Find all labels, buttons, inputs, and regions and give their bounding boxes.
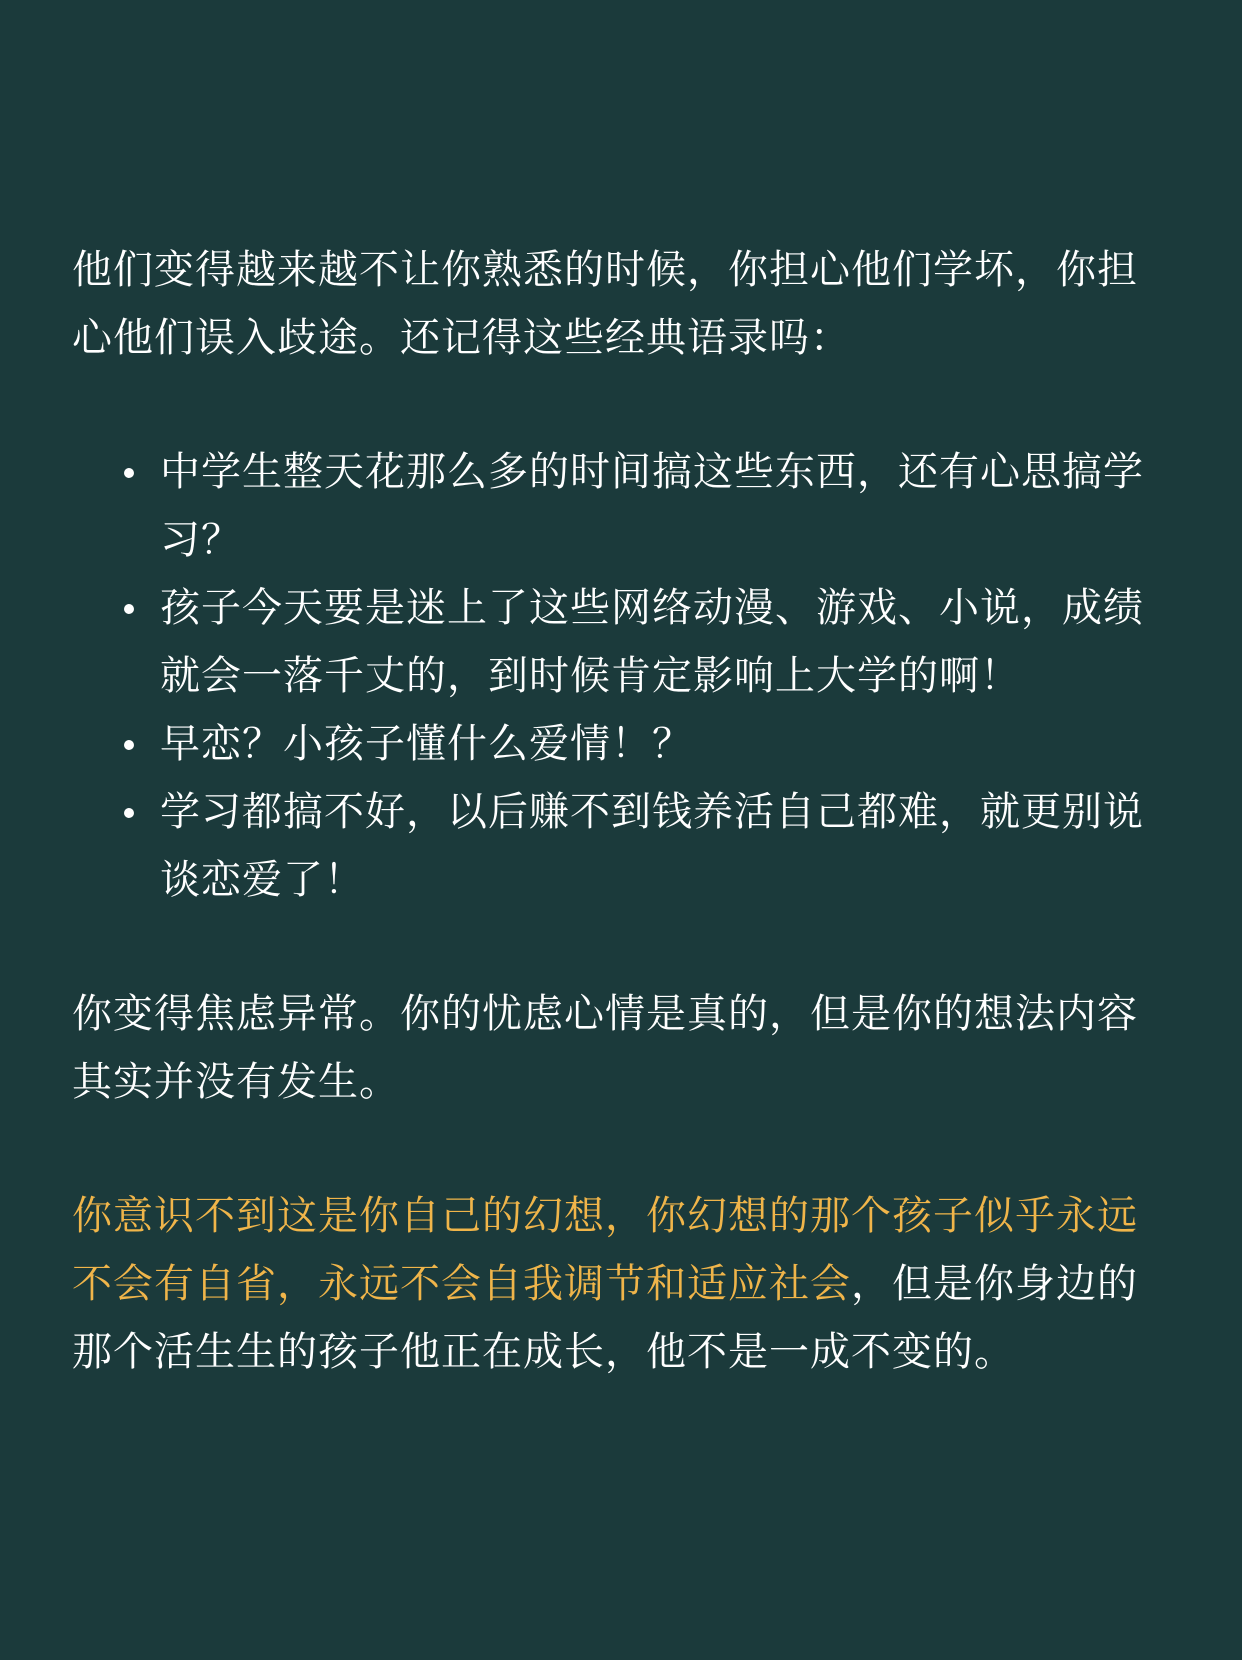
conclusion-paragraph — [72, 1182, 1172, 1386]
quote-list — [72, 438, 1172, 914]
conclusion-rest-text: ，但是你身边的那个活生生的孩子他正在成长，他不是一成不变的。 — [72, 1261, 1138, 1375]
bullet-icon — [124, 604, 134, 614]
bullet-icon — [124, 808, 134, 818]
quote-text: 中学生整天花那么多的时间搞这些东西，还有心思搞学习？ — [160, 449, 1144, 563]
list-item — [160, 438, 1172, 574]
list-item — [160, 574, 1172, 710]
quote-text: 孩子今天要是迷上了这些网络动漫、游戏、小说，成绩就会一落千丈的，到时候肯定影响上大学的啊！ — [160, 585, 1144, 699]
bullet-icon — [124, 468, 134, 478]
bullet-icon — [124, 740, 134, 750]
quote-text: 早恋？小孩子懂什么爱情！？ — [160, 721, 693, 767]
article-body — [72, 236, 1172, 1386]
list-item — [160, 778, 1172, 914]
list-item — [160, 710, 1172, 778]
intro-paragraph: 他们变得越来越不让你熟悉的时候，你担心他们学坏，你担心他们误入歧途。还记得这些经典语录吗： — [72, 247, 1138, 361]
anxiety-paragraph: 你变得焦虑异常。你的忧虑心情是真的，但是你的想法内容其实并没有发生。 — [72, 991, 1138, 1105]
quote-text: 学习都搞不好，以后赚不到钱养活自己都难，就更别说谈恋爱了！ — [160, 789, 1144, 903]
highlighted-text: 你意识不到这是你自己的幻想，你幻想的那个孩子似乎永远不会有自省，永远不会自我调节和适应社会 — [72, 1193, 1138, 1307]
